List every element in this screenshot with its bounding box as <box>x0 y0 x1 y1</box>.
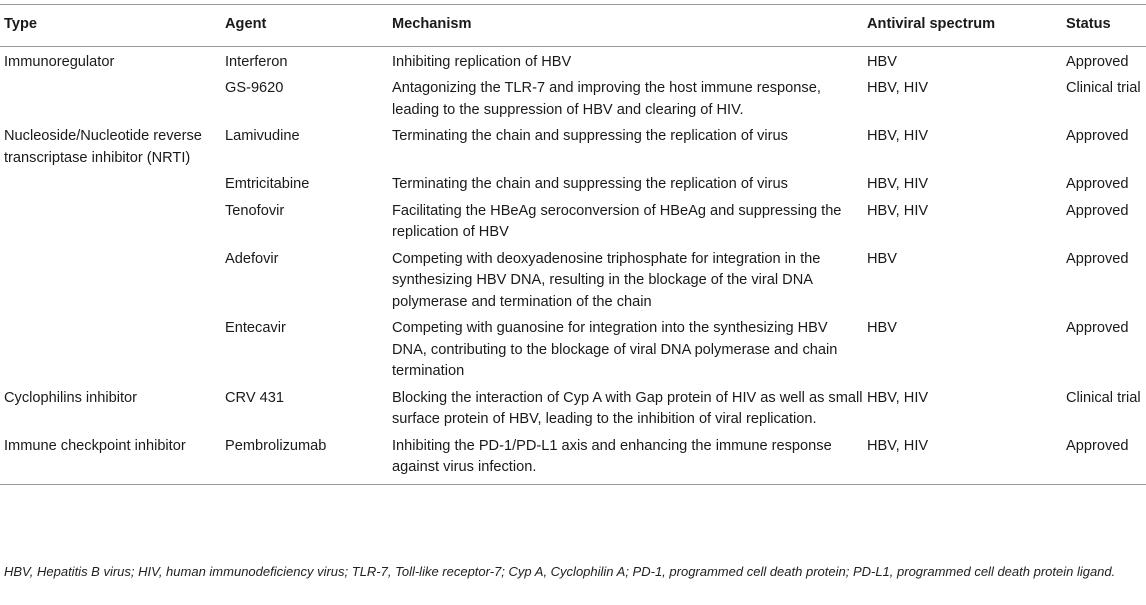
cell-spectrum: HBV <box>867 250 898 267</box>
header-type: Type <box>0 5 222 47</box>
cell-spectrum: HBV, HIV <box>864 433 1062 485</box>
cell-type <box>0 315 222 385</box>
cell-status: Approved <box>1066 250 1129 267</box>
cell-spectrum: HBV <box>867 320 898 336</box>
table-row <box>0 123 1146 171</box>
cell-type: Immunoregulator <box>4 53 115 70</box>
cell-mechanism: Inhibiting replication of HBV <box>392 53 572 70</box>
cell-agent: Tenofovir <box>225 202 285 219</box>
cell-mechanism: Terminating the chain and suppressing the replication of virus <box>392 176 788 192</box>
cell-status: Approved <box>1066 53 1129 70</box>
cell-spectrum: HBV, HIV <box>867 202 929 219</box>
cell-status: Approved <box>1066 176 1129 192</box>
cell-type <box>0 246 222 316</box>
cell-mechanism: Competing with deoxyadenosine triphosphate for integration in the synthesizing HBV DNA, resulting in the blockage of the viral DNA polymerase and termination of the chain <box>392 250 821 310</box>
cell-type <box>0 198 222 246</box>
cell-status: Approved <box>1066 320 1129 336</box>
cell-type <box>0 171 222 198</box>
header-status: Status <box>1062 5 1146 47</box>
cell-mechanism: Antagonizing the TLR-7 and improving the host immune response, leading to the suppression of HBV and clearing of HIV. <box>392 80 821 118</box>
cell-agent: CRV 431 <box>225 389 284 406</box>
cell-mechanism: Facilitating the HBeAg seroconversion of HBeAg and suppressing the replication of HBV <box>392 202 842 240</box>
cell-agent: Entecavir <box>225 320 286 336</box>
cell-spectrum: HBV, HIV <box>867 176 929 192</box>
cell-agent: Emtricitabine <box>225 176 310 192</box>
table-header <box>0 5 1146 47</box>
cell-type: Immune checkpoint inhibitor <box>0 433 222 485</box>
cell-status: Approved <box>1066 128 1129 144</box>
antiviral-agents-table-container <box>0 4 1146 485</box>
table-row <box>0 198 1146 246</box>
antiviral-agents-table <box>0 4 1146 485</box>
cell-agent: Lamivudine <box>225 128 300 144</box>
cell-type: Cyclophilins inhibitor <box>4 389 138 406</box>
table-row <box>0 46 1146 75</box>
cell-mechanism: Blocking the interaction of Cyp A with Gap protein of HIV as well as small surface protein of HBV, leading to the inhibition of viral replication. <box>392 389 863 427</box>
cell-spectrum: HBV, HIV <box>867 128 929 144</box>
table-row <box>0 315 1146 385</box>
header-antiviral-spectrum: Antiviral spectrum <box>864 5 1062 47</box>
cell-agent: Pembrolizumab <box>222 433 387 485</box>
table-row <box>0 385 1146 433</box>
table-row <box>0 171 1146 198</box>
cell-mechanism: Competing with guanosine for integration into the synthesizing HBV DNA, contributing to the blockage of viral DNA polymerase and chain termination <box>392 320 838 379</box>
header-mechanism: Mechanism <box>387 5 864 47</box>
cell-status: Approved <box>1066 202 1129 219</box>
cell-spectrum: HBV, HIV <box>867 389 929 406</box>
cell-status: Clinical trial <box>1066 389 1141 406</box>
cell-type <box>0 75 222 123</box>
header-agent: Agent <box>222 5 387 47</box>
header-row <box>0 5 1146 47</box>
cell-spectrum: HBV <box>867 53 898 70</box>
cell-agent: GS-9620 <box>225 80 284 96</box>
table-body <box>0 46 1146 484</box>
table-row <box>0 246 1146 316</box>
table-row <box>0 75 1146 123</box>
cell-status: Approved <box>1062 433 1146 485</box>
cell-mechanism: Terminating the chain and suppressing the replication of virus <box>392 128 788 144</box>
cell-type: Nucleoside/Nucleotide reverse transcriptase inhibitor (NRTI) <box>4 128 202 166</box>
cell-status: Clinical trial <box>1066 80 1141 96</box>
table-footnote: HBV, Hepatitis B virus; HIV, human immunodeficiency virus; TLR-7, Toll-like receptor-7; Cyp A, Cyclophilin A; PD-1, programmed cell death protein; PD-L1, programmed cell death protein ligand. <box>4 564 1116 579</box>
cell-mechanism: Inhibiting the PD-1/PD-L1 axis and enhancing the immune response against virus infection. <box>387 433 864 485</box>
cell-agent: Interferon <box>225 53 288 70</box>
cell-agent: Adefovir <box>225 250 279 267</box>
table-row <box>0 433 1146 485</box>
cell-spectrum: HBV, HIV <box>867 80 929 96</box>
